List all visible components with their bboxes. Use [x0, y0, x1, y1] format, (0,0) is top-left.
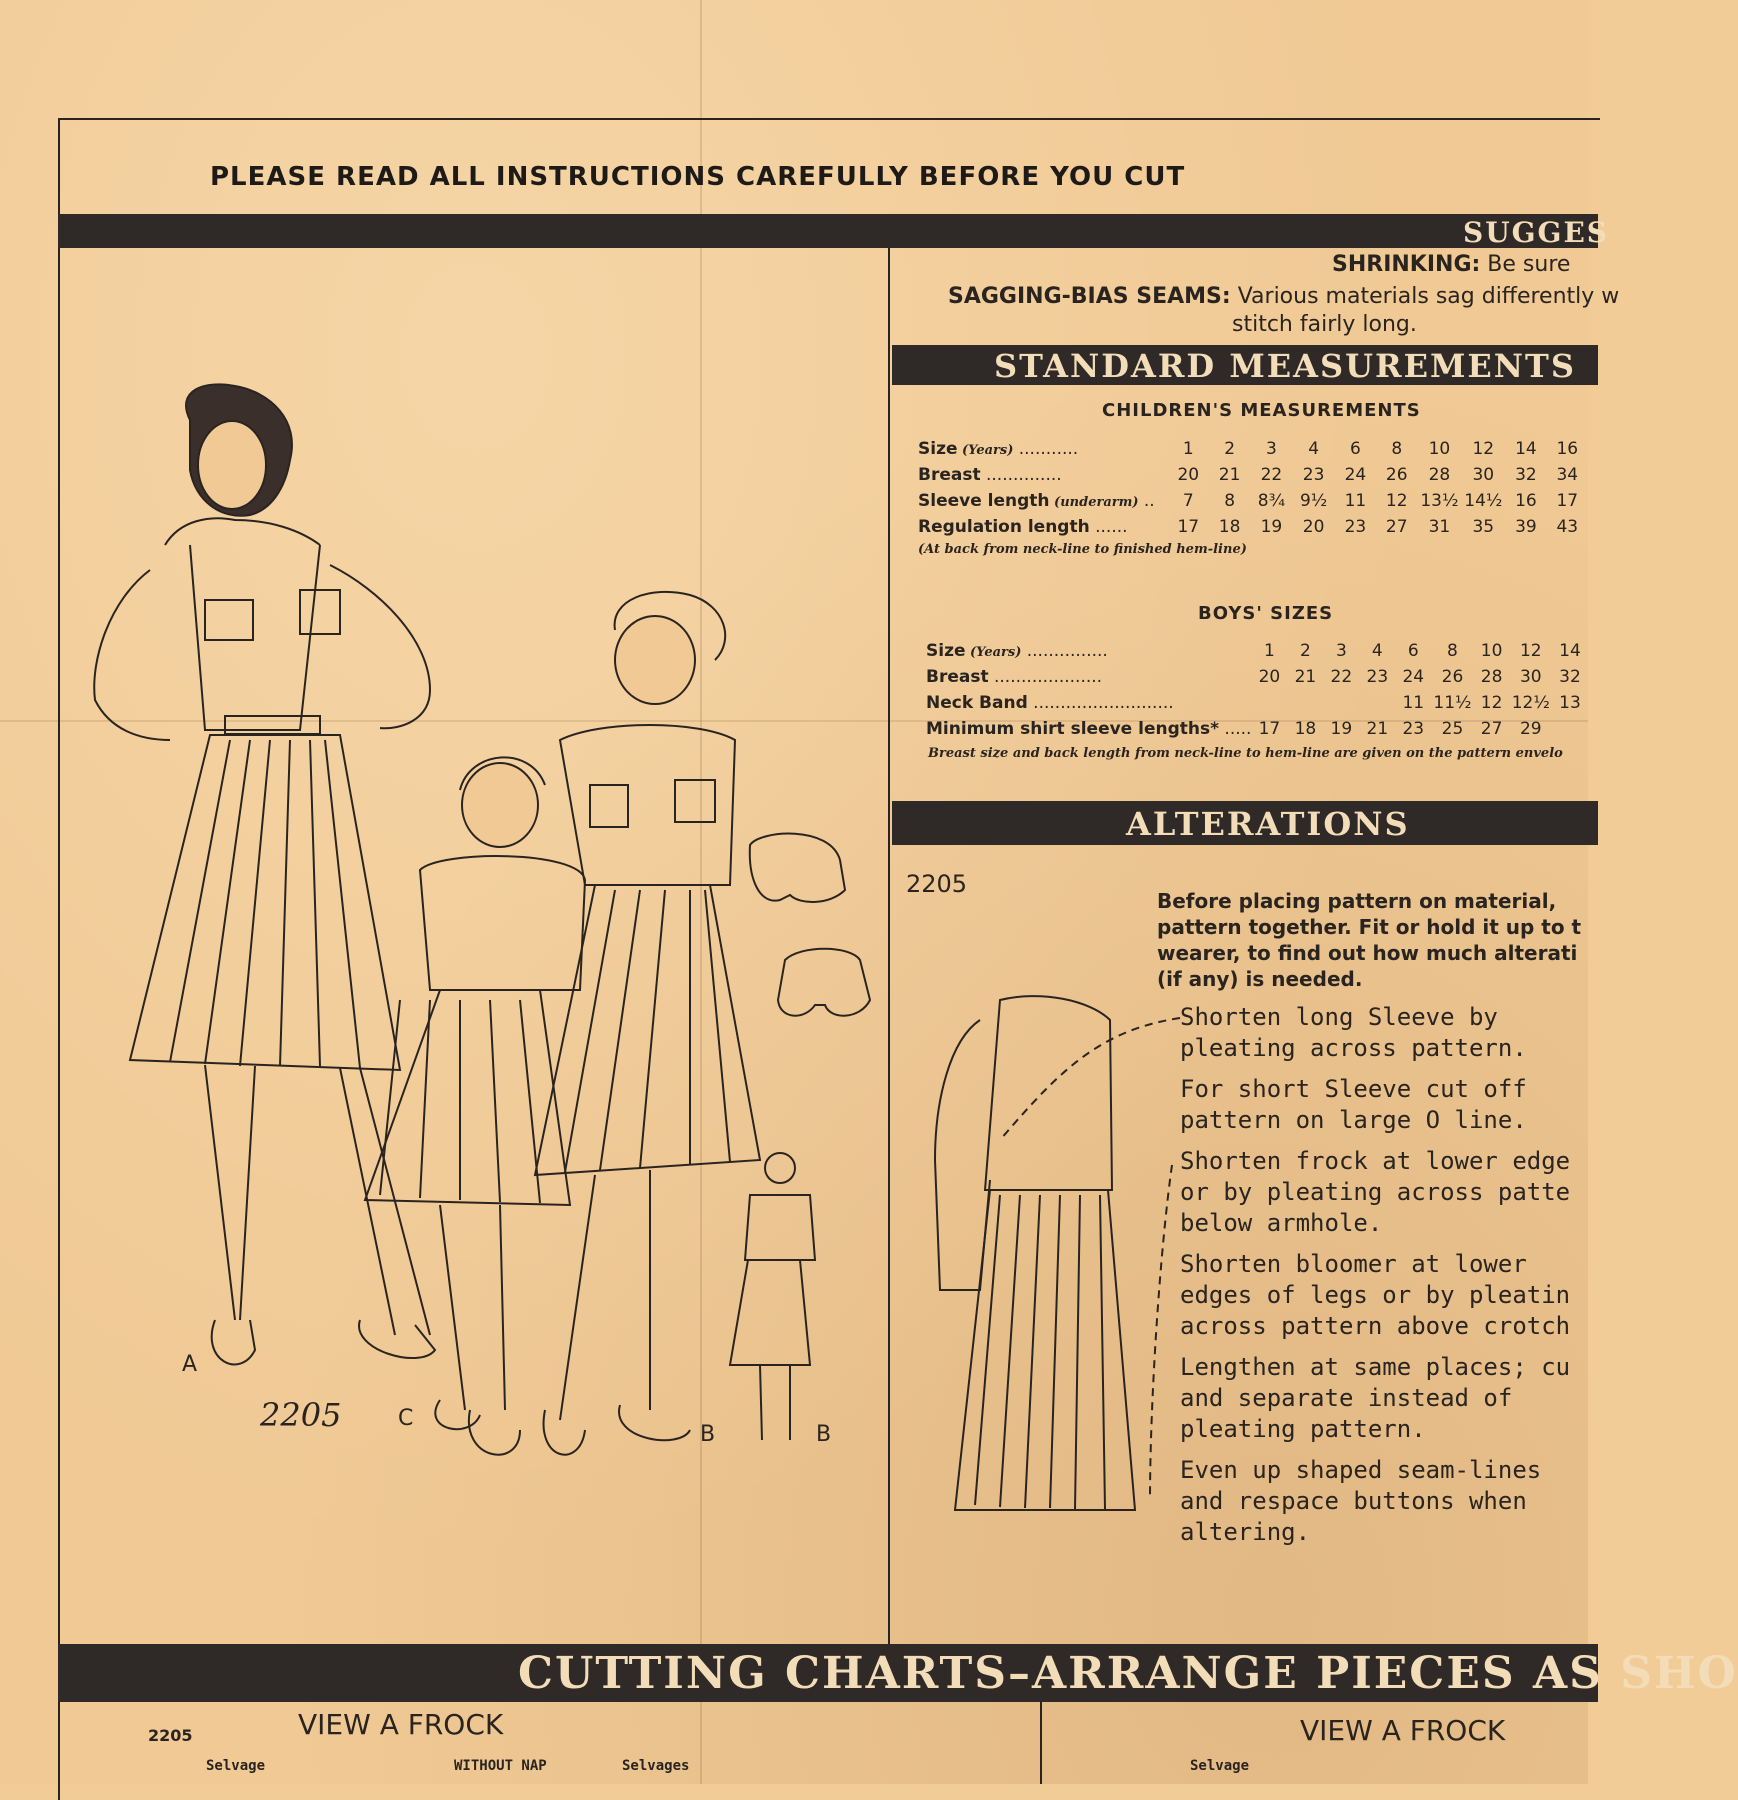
measurement-label: Minimum shirt sleeve lengths* .....	[926, 719, 1252, 739]
measurement-value: 34	[1556, 465, 1579, 485]
measurement-value: 24	[1344, 465, 1367, 485]
measurement-value: 43	[1556, 517, 1579, 537]
measurement-value: 8¾	[1257, 491, 1286, 511]
back-view-b-drawing	[730, 1153, 815, 1440]
measurement-value: 14	[1515, 439, 1537, 459]
measurement-value: 22	[1260, 465, 1283, 485]
alteration-diagram-drawing	[935, 996, 1180, 1510]
measurement-value: 1	[1264, 641, 1275, 661]
cutting-charts-bar	[58, 1644, 1738, 1702]
measurement-value: 30	[1472, 465, 1495, 485]
measurement-value: 27	[1385, 517, 1408, 537]
measurement-value: 39	[1515, 517, 1537, 537]
measurement-value: 1	[1182, 439, 1194, 459]
measurement-value: 4	[1371, 641, 1383, 661]
measurement-value: 11½	[1433, 693, 1472, 713]
measurement-value: 21	[1366, 719, 1389, 739]
selvages-label: Selvages	[622, 1758, 690, 1774]
measurement-label: Size (Years) ...........	[918, 439, 1079, 459]
measurement-value: 26	[1441, 667, 1464, 687]
measurement-value: 7	[1182, 491, 1194, 511]
measurement-value: 23	[1344, 517, 1367, 537]
cutting-left-title: VIEW A FROCK	[298, 1708, 504, 1741]
measurement-label: Sleeve length (underarm) ..	[918, 491, 1155, 511]
measurement-value: 8	[1447, 641, 1458, 661]
instructions-heading: PLEASE READ ALL INSTRUCTIONS CAREFULLY BEFORE YOU CUT	[210, 162, 1186, 192]
figure-b-label: B	[700, 1422, 716, 1447]
measurement-value: 20	[1258, 667, 1281, 687]
measurement-value: 17	[1556, 491, 1579, 511]
back-view-b-label: B	[816, 1422, 832, 1447]
measurement-value: 13½	[1420, 491, 1459, 511]
style-number: 2205	[260, 1396, 342, 1434]
alterations-title: ALTERATIONS	[1126, 805, 1410, 843]
children-note: (At back from neck-line to finished hem-line)	[918, 542, 1247, 557]
alteration-step: Even up shaped seam-lines and respace buttons when altering.	[1180, 1456, 1542, 1546]
measurement-value: 28	[1428, 465, 1451, 485]
measurement-value: 12	[1480, 693, 1503, 713]
measurement-value: 30	[1519, 667, 1542, 687]
measurement-value: 8	[1391, 439, 1403, 459]
measurement-label: Regulation length ......	[918, 517, 1128, 537]
measurement-value: 20	[1177, 465, 1200, 485]
measurement-value: 22	[1330, 667, 1353, 687]
measurement-value: 11	[1344, 491, 1367, 511]
figure-a-drawing	[94, 384, 435, 1364]
measurement-value: 21	[1294, 667, 1317, 687]
alterations-number: 2205	[906, 870, 968, 898]
measurement-value: 6	[1349, 439, 1361, 459]
measurement-value: 17	[1177, 517, 1200, 537]
boys-note: Breast size and back length from neck-line to hem-line are given on the pattern envelo	[928, 746, 1563, 761]
measurement-value: 2	[1224, 439, 1236, 459]
cutting-divider	[1040, 1702, 1042, 1784]
measurement-value: 23	[1302, 465, 1325, 485]
sagging-label: SAGGING-BIAS SEAMS:	[948, 284, 1231, 309]
measurement-value: 27	[1480, 719, 1503, 739]
cutting-charts-title: CUTTING CHARTS–ARRANGE PIECES AS SHO	[518, 1648, 1738, 1699]
cutting-number: 2205	[148, 1726, 193, 1745]
measurement-value: 8	[1224, 491, 1236, 511]
measurement-value: 32	[1515, 465, 1537, 485]
measurement-value: 6	[1407, 641, 1419, 661]
measurement-value: 28	[1480, 667, 1503, 687]
selvage-right-label: Selvage	[1190, 1758, 1250, 1774]
measurement-value: 18	[1218, 517, 1241, 537]
shrinking-text: Be sure	[1487, 252, 1571, 277]
measurement-value: 12	[1472, 439, 1495, 459]
cutting-right-title: VIEW A FROCK	[1300, 1714, 1506, 1747]
measurement-value: 3	[1335, 641, 1347, 661]
measurement-label: Neck Band ..........................	[926, 693, 1174, 713]
measurement-value: 12	[1519, 641, 1542, 661]
standard-measurements-title: STANDARD MEASUREMENTS	[994, 347, 1576, 385]
measurement-value: 3	[1265, 439, 1277, 459]
measurement-label: Breast ..............	[918, 465, 1062, 485]
alteration-step: Shorten frock at lower edge or by pleating across patte below armhole.	[1180, 1147, 1571, 1237]
measurement-value: 13	[1559, 693, 1581, 713]
measurement-value: 35	[1472, 517, 1495, 537]
measurement-value: 19	[1330, 719, 1353, 739]
measurement-value: 16	[1556, 439, 1579, 459]
alterations-intro: Before placing pattern on material, pattern together. Fit or hold it up to t wearer, to find out how much alterati (if any) is needed.	[1157, 889, 1582, 991]
children-measurements-title: CHILDREN'S MEASUREMENTS	[1102, 400, 1421, 421]
measurement-value: 21	[1218, 465, 1241, 485]
measurement-value: 16	[1515, 491, 1537, 511]
measurement-value: 25	[1441, 719, 1464, 739]
measurement-value: 29	[1519, 719, 1542, 739]
suggestions-bar-label: SUGGES	[1463, 216, 1610, 249]
measurement-value: 4	[1308, 439, 1320, 459]
measurement-value: 14	[1559, 641, 1581, 661]
measurement-value: 32	[1559, 667, 1581, 687]
alteration-step: Lengthen at same places; cu and separate instead of pleating pattern.	[1180, 1353, 1571, 1443]
figure-b-drawing	[535, 592, 760, 1455]
measurement-value: 18	[1294, 719, 1317, 739]
measurement-value: 12½	[1511, 693, 1550, 713]
measurement-value: 26	[1385, 465, 1408, 485]
without-nap-label: WITHOUT NAP	[454, 1758, 547, 1774]
alteration-step: Shorten long Sleeve by pleating across pattern.	[1180, 1003, 1527, 1062]
sagging-line-2: stitch fairly long.	[1232, 312, 1417, 337]
measurement-value: 12	[1385, 491, 1408, 511]
boys-sizes-title: BOYS' SIZES	[1198, 603, 1334, 624]
measurement-value: 17	[1258, 719, 1281, 739]
measurement-label: Size (Years) ...............	[926, 641, 1108, 661]
measurement-value: 10	[1428, 439, 1451, 459]
measurement-value: 23	[1366, 667, 1389, 687]
figure-c-drawing	[365, 757, 585, 1454]
bloomers-drawing	[750, 834, 870, 1016]
measurement-value: 9½	[1299, 491, 1328, 511]
shrinking-label: SHRINKING:	[1332, 252, 1481, 277]
selvage-left-label: Selvage	[206, 1758, 266, 1774]
measurement-value: 20	[1302, 517, 1325, 537]
measurement-value: 31	[1428, 517, 1451, 537]
measurement-value: 23	[1402, 719, 1425, 739]
measurement-value: 11	[1402, 693, 1425, 713]
measurement-label: Breast ....................	[926, 667, 1103, 687]
measurement-value: 2	[1299, 641, 1311, 661]
sagging-text: Various materials sag differently w	[1237, 284, 1620, 309]
measurement-value: 19	[1260, 517, 1283, 537]
measurement-value: 14½	[1464, 491, 1503, 511]
figure-a-label: A	[182, 1352, 198, 1377]
alteration-step: For short Sleeve cut off pattern on large O line.	[1180, 1075, 1527, 1134]
measurement-value: 10	[1480, 641, 1503, 661]
figure-c-label: C	[398, 1406, 414, 1431]
measurement-value: 24	[1402, 667, 1425, 687]
alteration-step: Shorten bloomer at lower edges of legs or by pleatin across pattern above crotch	[1180, 1250, 1571, 1340]
